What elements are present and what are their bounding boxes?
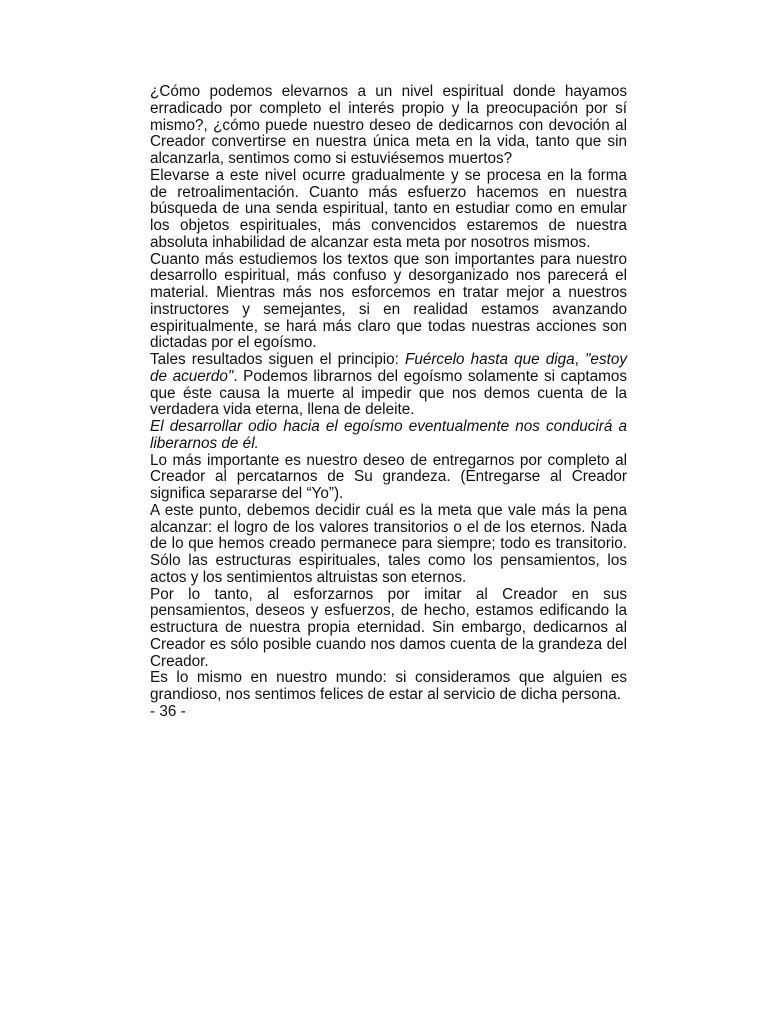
paragraph-7: A este punto, debemos decidir cuál es la meta que vale más la pena alcanzar: el logro de los valores transitorios o el de los eternos. Nada de lo que hemos creado permanece para siempre; todo es transitorio. Sólo las estructuras espirituales, tales como los pensamientos, los actos y los sentimientos altruistas son eternos. (150, 501, 627, 586)
document-page (150, 84, 627, 721)
paragraph-4-quote-2: "estoy de acuerdo" (150, 351, 627, 385)
paragraph-2: Elevarse a este nivel ocurre gradualmente y se procesa en la forma de retroalimentación. Cuanto más esfuerzo hacemos en nuestra búsqueda de una senda espiritual, tanto en estudiar como en emular los objetos espirituales, más convencidos estaremos de nuestra absoluta inhabilidad de alcanzar esta meta por nosotros mismos. (150, 166, 627, 251)
paragraph-4-comma: , (574, 351, 585, 368)
paragraph-4-rest: . Podemos librarnos del egoísmo solamente si captamos que éste causa la muerte al impedir que nos demos cuenta de la verdadera vida eterna, llena de deleite. (150, 367, 627, 419)
paragraph-4-quote-1: Fuércelo hasta que diga (404, 351, 575, 368)
paragraph-1: ¿Cómo podemos elevarnos a un nivel espiritual donde hayamos erradicado por completo el interés propio y la preocupación por sí mismo?, ¿cómo puede nuestro deseo de dedicarnos con devoción al Creador convertirse en nuestra única meta en la vida, tanto que sin alcanzarla, sentimos como si estuviésemos muertos? (150, 83, 627, 167)
italic-statement: El desarrollar odio hacia el egoísmo eventualmente nos conducirá a liberarnos de él. (150, 418, 627, 452)
paragraph-6: Lo más importante es nuestro deseo de entregarnos por completo al Creador al percatarnos de Su grandeza. (Entregarse al Creador significa separarse del “Yo”). (150, 451, 627, 502)
paragraph-4 (150, 352, 627, 419)
paragraph-4-start: Tales resultados siguen el principio: (150, 351, 405, 368)
page-number: - 36 - (150, 702, 186, 720)
paragraph-3: Cuanto más estudiemos los textos que son importantes para nuestro desarrollo espiritual, más confuso y desorganizado nos parecerá el material. Mientras más nos esforcemos en tratar mejor a nuestros instructores y semejantes, si en realidad estamos avanzando espiritualmente, se hará más claro que todas nuestras acciones son dictadas por el egoísmo. (150, 250, 627, 352)
paragraph-8: Por lo tanto, al esforzarnos por imitar al Creador en sus pensamientos, deseos y esfuerzos, de hecho, estamos edificando la estructura de nuestra propia eternidad. Sin embargo, dedicarnos al Creador es sólo posible cuando nos damos cuenta de la grandeza del Creador. (150, 585, 627, 670)
paragraph-5-italic (150, 419, 627, 453)
paragraph-9: Es lo mismo en nuestro mundo: si consideramos que alguien es grandioso, nos sentimos felices de estar al servicio de dicha persona. (150, 669, 627, 703)
